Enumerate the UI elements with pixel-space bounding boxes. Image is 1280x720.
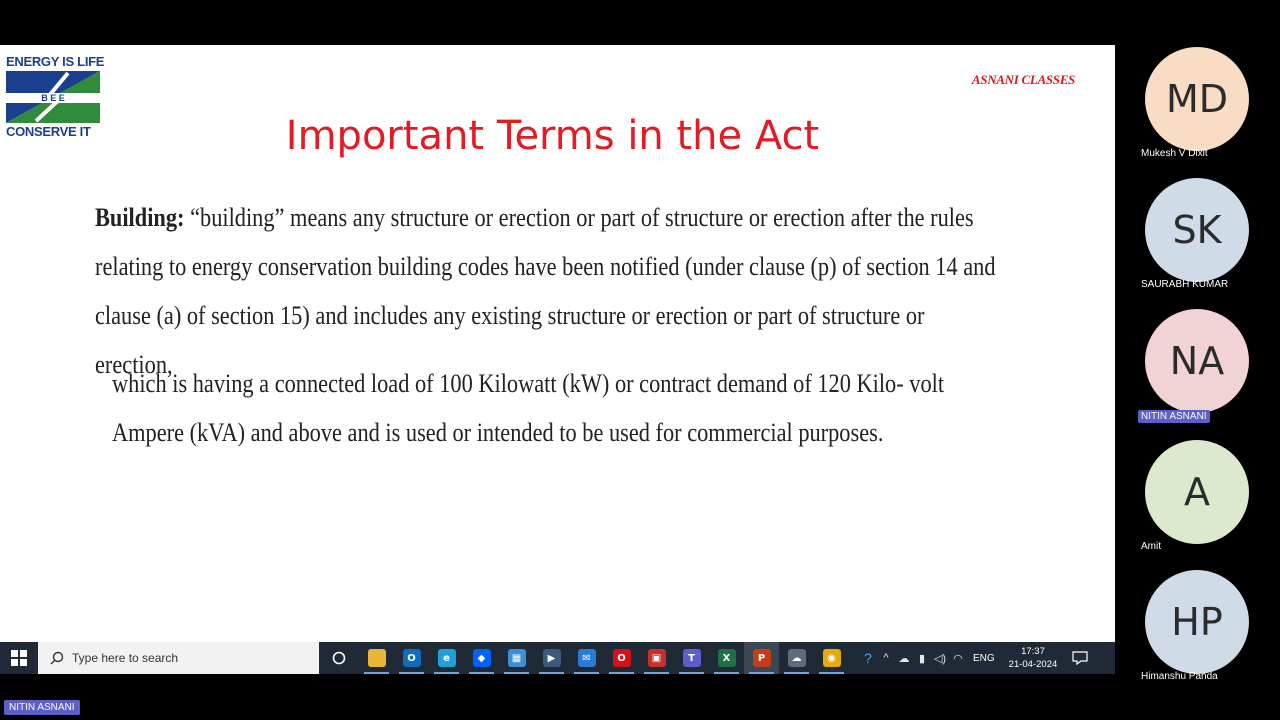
avatar: A: [1145, 440, 1249, 544]
taskbar-app-file-explorer[interactable]: [359, 642, 394, 674]
wifi-icon[interactable]: ◠: [953, 652, 963, 665]
participant-tile[interactable]: [1137, 47, 1267, 177]
taskbar-app-hp-app[interactable]: [639, 642, 674, 674]
onedrive-icon[interactable]: ☁: [898, 652, 910, 665]
participant-name: NITIN ASNANI: [1138, 410, 1210, 423]
clock[interactable]: [1009, 645, 1058, 671]
start-button[interactable]: [0, 642, 38, 674]
brand-watermark: ASNANI CLASSES: [971, 72, 1075, 87]
taskbar-app-excel[interactable]: [709, 642, 744, 674]
hp-app-icon: ▣: [648, 649, 666, 667]
outlook-icon: O: [403, 649, 421, 667]
windows-taskbar: [0, 642, 1115, 674]
taskbar-app-opera[interactable]: [604, 642, 639, 674]
notification-icon: [1072, 651, 1088, 665]
taskbar-app-dropbox[interactable]: [464, 642, 499, 674]
taskbar-app-weather-app[interactable]: [779, 642, 814, 674]
file-explorer-icon: [368, 649, 386, 667]
taskbar-app-store[interactable]: [499, 642, 534, 674]
building-definition-continued: which is having a connected load of 100 Kilowatt (kW) or contract demand of 120 Kilo- volt Ampere (kVA) and above and is used or intended to be used for commercial purposes.: [112, 369, 945, 447]
edge-icon: e: [438, 649, 456, 667]
help-icon[interactable]: ?: [864, 650, 872, 666]
search-icon: [50, 651, 64, 665]
excel-icon: X: [718, 649, 736, 667]
participant-name: Mukesh V Dixit: [1141, 148, 1208, 159]
participant-tile[interactable]: [1137, 309, 1267, 439]
taskbar-search[interactable]: [38, 642, 319, 674]
presenter-label: NITIN ASNANI: [4, 700, 80, 715]
logo-bottom-text: CONSERVE IT: [6, 124, 91, 139]
taskbar-app-mail[interactable]: [569, 642, 604, 674]
opera-icon: O: [613, 649, 631, 667]
chrome-icon: ◉: [823, 649, 841, 667]
taskbar-app-edge[interactable]: [429, 642, 464, 674]
term-label: Building:: [95, 203, 185, 232]
taskbar-app-powerpoint[interactable]: [744, 642, 779, 674]
clock-date: 21-04-2024: [1008, 659, 1058, 670]
participant-name: SAURABH KUMAR: [1141, 279, 1229, 290]
search-placeholder: Type here to search: [72, 651, 179, 665]
shared-slide: [0, 45, 1115, 642]
clock-time: 17:37: [1021, 646, 1045, 657]
taskbar-app-outlook[interactable]: [394, 642, 429, 674]
store-icon: ▦: [508, 649, 526, 667]
participant-name: Himanshu Panda: [1141, 671, 1218, 682]
definition-text: “building” means any structure or erection or part of structure or erection after the rules relating to energy conservation building codes have been notified (under clause (p) of section 14 and clause (a) of section 15) and includes any existing structure or erection or part of structure or erection,: [95, 203, 996, 379]
participant-tile[interactable]: [1137, 178, 1267, 308]
microphone-icon[interactable]: ▮: [918, 652, 926, 665]
teams-icon: T: [683, 649, 701, 667]
taskbar-app-media-player[interactable]: [534, 642, 569, 674]
speaker-icon[interactable]: ◁): [933, 652, 947, 665]
powerpoint-icon: P: [753, 649, 771, 667]
taskbar-app-chrome[interactable]: [814, 642, 849, 674]
notification-button[interactable]: [1065, 651, 1095, 665]
weather-app-icon: ☁: [788, 649, 806, 667]
chevron-up-icon[interactable]: ^: [883, 652, 889, 664]
avatar: NA: [1145, 309, 1249, 413]
avatar: HP: [1145, 570, 1249, 674]
language-indicator[interactable]: ENG: [973, 652, 995, 664]
system-tray: [859, 642, 1095, 674]
slide-title: Important Terms in the Act: [285, 113, 820, 159]
participant-tile[interactable]: [1137, 570, 1267, 700]
media-player-icon: ▶: [543, 649, 561, 667]
participant-tile[interactable]: [1137, 440, 1267, 570]
cortana-icon: [332, 651, 346, 665]
avatar: SK: [1145, 178, 1249, 282]
participant-name: Amit: [1141, 541, 1161, 552]
avatar: MD: [1145, 47, 1249, 151]
taskbar-app-teams[interactable]: [674, 642, 709, 674]
logo-top-text: ENERGY IS LIFE: [6, 54, 105, 69]
cortana-button[interactable]: [319, 642, 359, 674]
logo-mid-text: B E E: [41, 93, 65, 103]
taskbar-apps: [359, 642, 849, 674]
windows-icon: [11, 650, 27, 666]
mail-icon: ✉: [578, 649, 596, 667]
dropbox-icon: ◆: [473, 649, 491, 667]
